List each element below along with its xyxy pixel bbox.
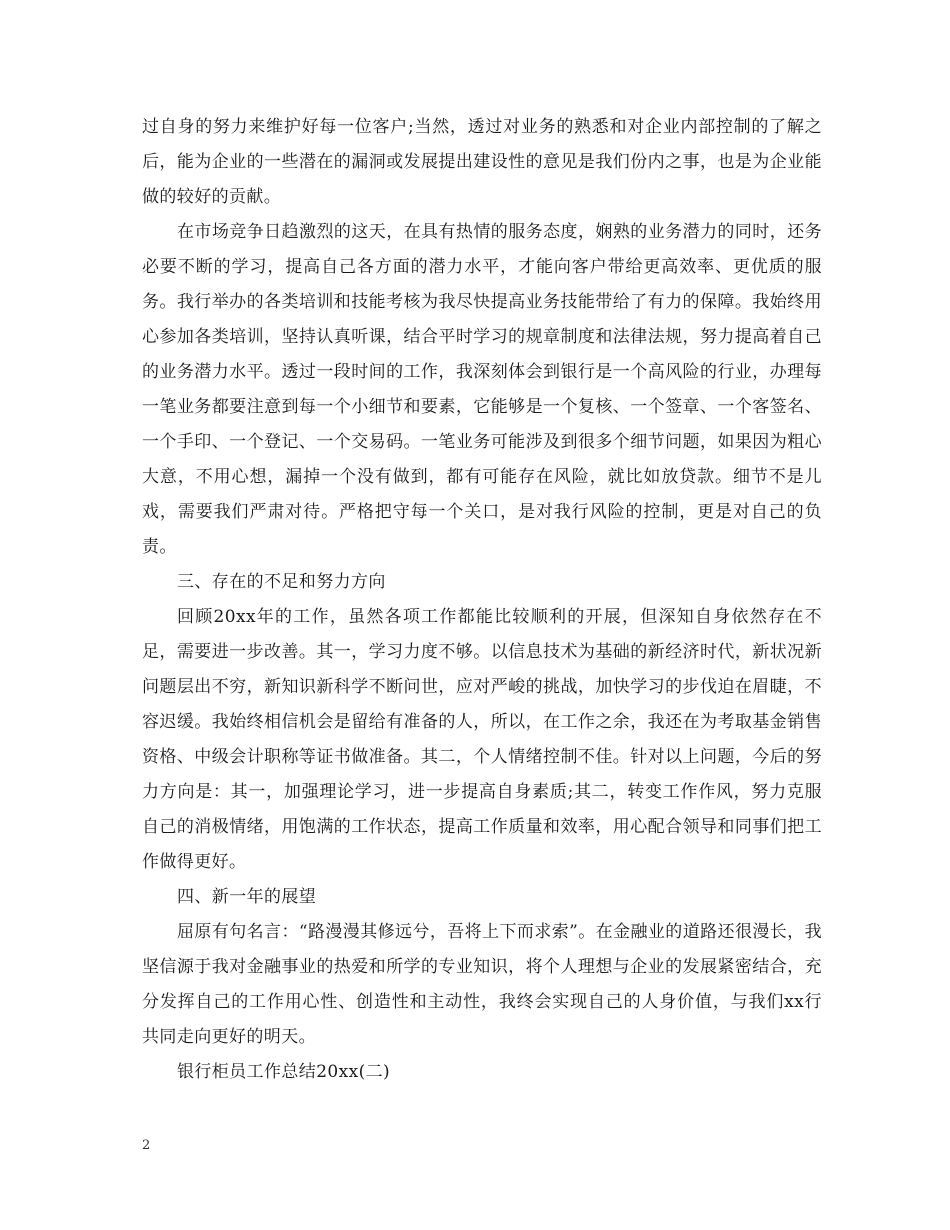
document-body	[142, 110, 822, 1090]
section-heading-summary-two: 银行柜员工作总结20xx(二)	[177, 1062, 391, 1082]
page-number: 2	[142, 1138, 151, 1153]
paragraph-learning: 在市场竞争日趋激烈的这天，在具有热情的服务态度，娴熟的业务潜力的同时，还务必要不断的学习，提高自己各方面的潜力水平，才能向客户带给更高效率、更优质的服务。我行举办的各类培训和技能考核为我尽快提高业务技能带给了有力的保障。我始终用心参加各类培训，坚持认真听课，结合平时学习的规章制度和法律法规，努力提高着自己的业务潜力水平。透过一段时间的工作，我深刻体会到银行是一个高风险的行业，办理每一笔业务都要注意到每一个小细节和要素，它能够是一个复核、一个签章、一个客签名、一个手印、一个登记、一个交易码。一笔业务可能涉及到很多个细节问题，如果因为粗心大意，不用心想，漏掉一个没有做到，都有可能存在风险，就比如放贷款。细节不是儿戏，需要我们严肃对待。严格把守每一个关口，是对我行风险的控制，更是对自己的负责。	[142, 222, 822, 557]
section-heading-outlook: 四、新一年的展望	[177, 887, 317, 907]
paragraph-review: 回顾20xx年的工作，虽然各项工作都能比较顺利的开展，但深知自身依然存在不足，需要进一步改善。其一，学习力度不够。以信息技术为基础的新经济时代，新状况新问题层出不穷，新知识新科学不断问世，应对严峻的挑战，加快学习的步伐迫在眉睫，不容迟缓。我始终相信机会是留给有准备的人，所以，在工作之余，我还在为考取基金销售资格、中级会计职称等证书做准备。其二，个人情绪控制不佳。针对以上问题，今后的努力方向是：其一，加强理论学习，进一步提高自身素质;其二，转变工作作风，努力克服自己的消极情绪，用饱满的工作状态，提高工作质量和效率，用心配合领导和同事们把工作做得更好。	[142, 607, 822, 872]
paragraph-continuation: 过自身的努力来维护好每一位客户;当然，透过对业务的熟悉和对企业内部控制的了解之后，能为企业的一些潜在的漏洞或发展提出建设性的意见是我们份内之事，也是为企业能做的较好的贡献。	[142, 117, 822, 207]
section-heading-shortcomings: 三、存在的不足和努力方向	[177, 572, 386, 592]
paragraph-outlook: 屈原有句名言：“路漫漫其修远兮，吾将上下而求索”。在金融业的道路还很漫长，我坚信源于我对金融事业的热爱和所学的专业知识，将个人理想与企业的发展紧密结合，充分发挥自己的工作用心性、创造性和主动性，我终会实现自己的人身价值，与我们xx行共同走向更好的明天。	[142, 922, 822, 1047]
